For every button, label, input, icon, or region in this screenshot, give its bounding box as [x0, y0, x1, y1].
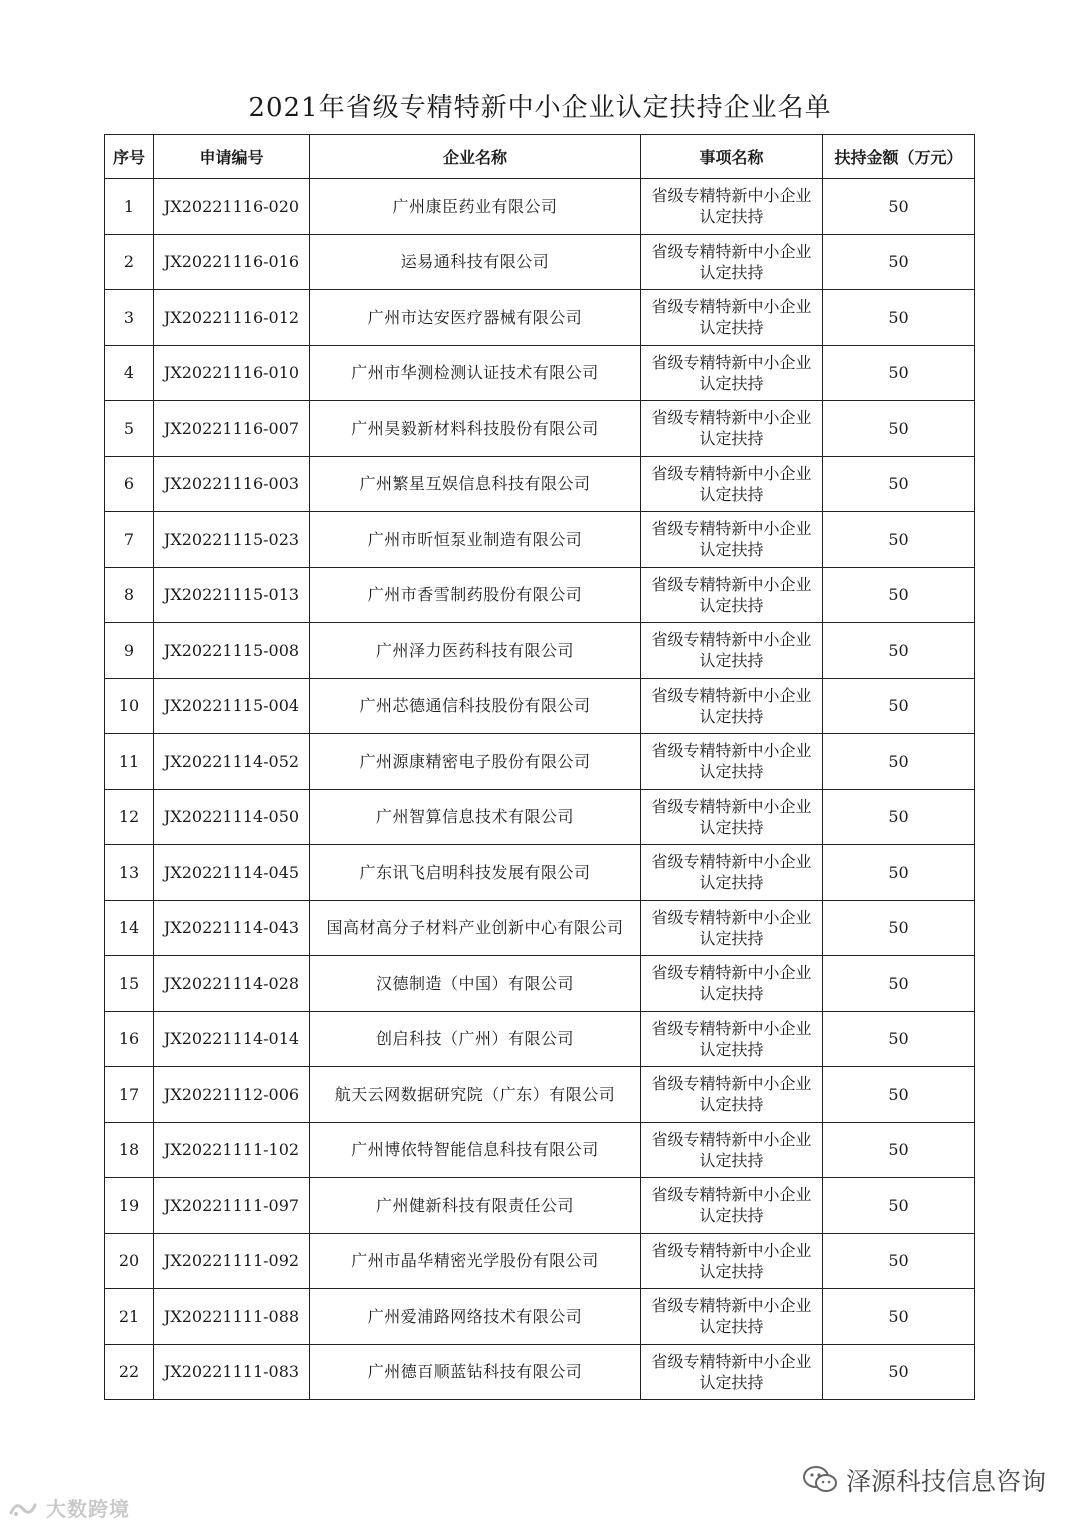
- cell-item-name: [641, 623, 823, 679]
- item-name-text: 省级专精特新中小企业认定扶持: [651, 1129, 812, 1170]
- watermark-right: [802, 1462, 1046, 1498]
- wechat-icon: [802, 1465, 838, 1495]
- cell-item-name: [641, 179, 823, 235]
- header-company-name: 企业名称: [310, 135, 641, 179]
- cell-company-name: 汉德制造（中国）有限公司: [310, 956, 641, 1012]
- cell-serial: 2: [105, 234, 154, 290]
- header-item-name: 事项名称: [641, 135, 823, 179]
- cell-amount: 50: [823, 345, 975, 401]
- cell-serial: 8: [105, 567, 154, 623]
- item-name-text: 省级专精特新中小企业认定扶持: [651, 1351, 812, 1392]
- cell-serial: 7: [105, 512, 154, 568]
- cell-company-name: 创启科技（广州）有限公司: [310, 1011, 641, 1067]
- cell-application-number: JX20221114-028: [154, 956, 310, 1012]
- cell-amount: 50: [823, 1344, 975, 1400]
- cell-amount: 50: [823, 1178, 975, 1234]
- cell-company-name: 广东讯飞启明科技发展有限公司: [310, 845, 641, 901]
- cell-serial: 5: [105, 401, 154, 457]
- item-name-text: 省级专精特新中小企业认定扶持: [651, 685, 812, 726]
- cell-serial: 12: [105, 789, 154, 845]
- table-row: [105, 179, 975, 235]
- cell-company-name: 广州爱浦路网络技术有限公司: [310, 1289, 641, 1345]
- cell-item-name: [641, 789, 823, 845]
- item-name-text: 省级专精特新中小企业认定扶持: [651, 796, 812, 837]
- cell-serial: 20: [105, 1233, 154, 1289]
- cell-amount: 50: [823, 956, 975, 1012]
- cell-serial: 13: [105, 845, 154, 901]
- table-row: [105, 1067, 975, 1123]
- table-row: [105, 1122, 975, 1178]
- table-body: [105, 179, 975, 1400]
- cell-amount: 50: [823, 1011, 975, 1067]
- cell-company-name: 运易通科技有限公司: [310, 234, 641, 290]
- table-row: [105, 678, 975, 734]
- cell-item-name: [641, 734, 823, 790]
- cell-company-name: 广州市昕恒泵业制造有限公司: [310, 512, 641, 568]
- cell-serial: 11: [105, 734, 154, 790]
- cell-company-name: 广州泽力医药科技有限公司: [310, 623, 641, 679]
- cell-application-number: JX20221112-006: [154, 1067, 310, 1123]
- enterprise-table: [104, 134, 975, 1400]
- cell-item-name: [641, 401, 823, 457]
- cell-application-number: JX20221115-004: [154, 678, 310, 734]
- cell-item-name: [641, 956, 823, 1012]
- item-name-text: 省级专精特新中小企业认定扶持: [651, 519, 812, 560]
- table-row: [105, 845, 975, 901]
- cell-application-number: JX20221116-012: [154, 290, 310, 346]
- item-name-text: 省级专精特新中小企业认定扶持: [651, 852, 812, 893]
- table-row: [105, 1344, 975, 1400]
- cell-company-name: 广州昊毅新材料科技股份有限公司: [310, 401, 641, 457]
- cell-item-name: [641, 1178, 823, 1234]
- cell-item-name: [641, 1344, 823, 1400]
- cell-application-number: JX20221114-052: [154, 734, 310, 790]
- cell-application-number: JX20221114-014: [154, 1011, 310, 1067]
- table-row: [105, 956, 975, 1012]
- cell-serial: 14: [105, 900, 154, 956]
- cell-amount: 50: [823, 900, 975, 956]
- table-row: [105, 512, 975, 568]
- cell-company-name: 广州市香雪制药股份有限公司: [310, 567, 641, 623]
- cell-amount: 50: [823, 401, 975, 457]
- cell-company-name: 广州市达安医疗器械有限公司: [310, 290, 641, 346]
- cell-company-name: 广州芯德通信科技股份有限公司: [310, 678, 641, 734]
- cell-application-number: JX20221115-008: [154, 623, 310, 679]
- table-row: [105, 789, 975, 845]
- table-row: [105, 900, 975, 956]
- cell-item-name: [641, 1289, 823, 1345]
- table-row: [105, 290, 975, 346]
- cell-serial: 1: [105, 179, 154, 235]
- cell-amount: 50: [823, 845, 975, 901]
- cell-application-number: JX20221114-045: [154, 845, 310, 901]
- cell-application-number: JX20221116-020: [154, 179, 310, 235]
- cell-item-name: [641, 234, 823, 290]
- cell-amount: 50: [823, 789, 975, 845]
- cell-item-name: [641, 678, 823, 734]
- header-serial: 序号: [105, 135, 154, 179]
- cell-company-name: 广州繁星互娱信息科技有限公司: [310, 456, 641, 512]
- cell-serial: 22: [105, 1344, 154, 1400]
- cell-serial: 18: [105, 1122, 154, 1178]
- cell-item-name: [641, 456, 823, 512]
- item-name-text: 省级专精特新中小企业认定扶持: [651, 241, 812, 282]
- watermark-left-text: 大数跨境: [45, 1497, 130, 1521]
- cell-company-name: 广州源康精密电子股份有限公司: [310, 734, 641, 790]
- cell-amount: 50: [823, 1289, 975, 1345]
- cell-item-name: [641, 1067, 823, 1123]
- cell-application-number: JX20221116-003: [154, 456, 310, 512]
- table-header-row: [105, 135, 975, 179]
- table-row: [105, 567, 975, 623]
- cell-application-number: JX20221116-007: [154, 401, 310, 457]
- cell-company-name: 广州康臣药业有限公司: [310, 179, 641, 235]
- cell-company-name: 广州德百顺蓝钻科技有限公司: [310, 1344, 641, 1400]
- table-row: [105, 623, 975, 679]
- cell-amount: 50: [823, 1067, 975, 1123]
- item-name-text: 省级专精特新中小企业认定扶持: [651, 1185, 812, 1226]
- header-application-number: 申请编号: [154, 135, 310, 179]
- table-row: [105, 1178, 975, 1234]
- cell-amount: 50: [823, 512, 975, 568]
- item-name-text: 省级专精特新中小企业认定扶持: [651, 907, 812, 948]
- cell-amount: 50: [823, 678, 975, 734]
- cell-serial: 3: [105, 290, 154, 346]
- cell-company-name: 国高材高分子材料产业创新中心有限公司: [310, 900, 641, 956]
- item-name-text: 省级专精特新中小企业认定扶持: [651, 963, 812, 1004]
- cell-item-name: [641, 1233, 823, 1289]
- cell-serial: 19: [105, 1178, 154, 1234]
- table-row: [105, 1011, 975, 1067]
- item-name-text: 省级专精特新中小企业认定扶持: [651, 297, 812, 338]
- cell-application-number: JX20221111-102: [154, 1122, 310, 1178]
- cell-amount: 50: [823, 290, 975, 346]
- item-name-text: 省级专精特新中小企业认定扶持: [651, 463, 812, 504]
- item-name-text: 省级专精特新中小企业认定扶持: [651, 1296, 812, 1337]
- item-name-text: 省级专精特新中小企业认定扶持: [651, 574, 812, 615]
- item-name-text: 省级专精特新中小企业认定扶持: [651, 741, 812, 782]
- cell-amount: 50: [823, 567, 975, 623]
- cell-item-name: [641, 290, 823, 346]
- item-name-text: 省级专精特新中小企业认定扶持: [651, 1240, 812, 1281]
- cell-application-number: JX20221111-088: [154, 1289, 310, 1345]
- cell-company-name: 航天云网数据研究院（广东）有限公司: [310, 1067, 641, 1123]
- cell-company-name: 广州健新科技有限责任公司: [310, 1178, 641, 1234]
- cell-application-number: JX20221115-013: [154, 567, 310, 623]
- header-amount: 扶持金额（万元）: [823, 135, 975, 179]
- cell-amount: 50: [823, 456, 975, 512]
- table-row: [105, 1289, 975, 1345]
- cell-company-name: 广州博依特智能信息科技有限公司: [310, 1122, 641, 1178]
- cell-application-number: JX20221114-050: [154, 789, 310, 845]
- logo-icon: [8, 1499, 38, 1519]
- table-row: [105, 1233, 975, 1289]
- cell-company-name: 广州智算信息技术有限公司: [310, 789, 641, 845]
- cell-serial: 4: [105, 345, 154, 401]
- cell-serial: 9: [105, 623, 154, 679]
- item-name-text: 省级专精特新中小企业认定扶持: [651, 352, 812, 393]
- table-row: [105, 345, 975, 401]
- item-name-text: 省级专精特新中小企业认定扶持: [651, 186, 812, 227]
- item-name-text: 省级专精特新中小企业认定扶持: [651, 408, 812, 449]
- cell-item-name: [641, 1011, 823, 1067]
- cell-application-number: JX20221111-083: [154, 1344, 310, 1400]
- cell-serial: 10: [105, 678, 154, 734]
- item-name-text: 省级专精特新中小企业认定扶持: [651, 630, 812, 671]
- table-row: [105, 234, 975, 290]
- table-row: [105, 734, 975, 790]
- cell-company-name: 广州市晶华精密光学股份有限公司: [310, 1233, 641, 1289]
- cell-application-number: JX20221116-010: [154, 345, 310, 401]
- cell-amount: 50: [823, 1122, 975, 1178]
- cell-amount: 50: [823, 623, 975, 679]
- watermark-left: [8, 1493, 130, 1522]
- table-row: [105, 401, 975, 457]
- cell-serial: 16: [105, 1011, 154, 1067]
- cell-item-name: [641, 1122, 823, 1178]
- cell-item-name: [641, 567, 823, 623]
- item-name-text: 省级专精特新中小企业认定扶持: [651, 1074, 812, 1115]
- cell-item-name: [641, 900, 823, 956]
- cell-application-number: JX20221114-043: [154, 900, 310, 956]
- cell-item-name: [641, 345, 823, 401]
- cell-application-number: JX20221116-016: [154, 234, 310, 290]
- cell-company-name: 广州市华测检测认证技术有限公司: [310, 345, 641, 401]
- cell-amount: 50: [823, 1233, 975, 1289]
- watermark-right-text: 泽源科技信息咨询: [845, 1467, 1046, 1496]
- cell-application-number: JX20221111-092: [154, 1233, 310, 1289]
- cell-application-number: JX20221111-097: [154, 1178, 310, 1234]
- cell-serial: 21: [105, 1289, 154, 1345]
- cell-serial: 6: [105, 456, 154, 512]
- cell-amount: 50: [823, 179, 975, 235]
- cell-item-name: [641, 512, 823, 568]
- cell-amount: 50: [823, 234, 975, 290]
- document-title: 2021年省级专精特新中小企业认定扶持企业名单: [248, 93, 832, 123]
- table-row: [105, 456, 975, 512]
- cell-serial: 15: [105, 956, 154, 1012]
- item-name-text: 省级专精特新中小企业认定扶持: [651, 1018, 812, 1059]
- cell-item-name: [641, 845, 823, 901]
- cell-application-number: JX20221115-023: [154, 512, 310, 568]
- cell-amount: 50: [823, 734, 975, 790]
- cell-serial: 17: [105, 1067, 154, 1123]
